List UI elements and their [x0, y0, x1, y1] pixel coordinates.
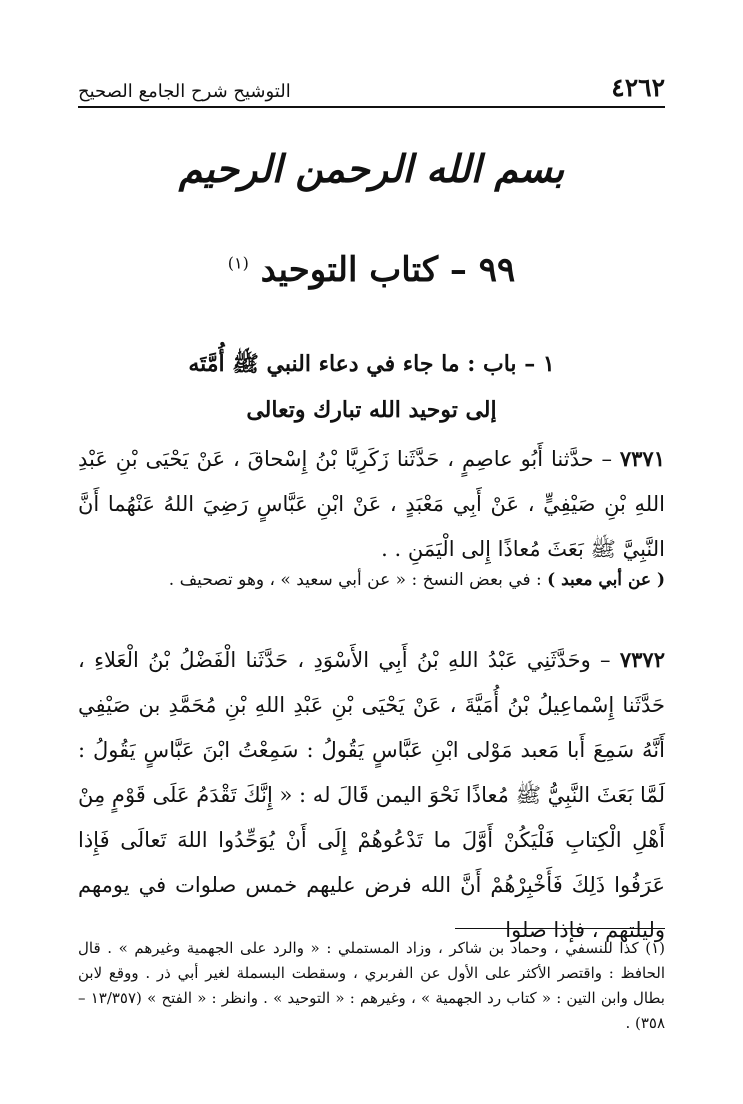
hadith-text: – وحَدَّثَنِي عَبْدُ اللهِ بْنُ أَبِي الأَسْوَدِ ، حَدَّثَنا الْفَضْلُ بْنُ الْعَلاءِ ، حَدَّثَنا إِسْماعِيلُ بْنُ أُمَيَّةَ ، عَنْ يَحْيَى بْنِ عَبْدِ اللهِ بْنِ مُحَمَّدِ بن صَيْفِي أَنَّهُ سَمِعَ أَبا مَعبد مَوْلى ابْنِ عَبَّاسٍ يَقُولُ : سَمِعْتُ ابْنَ عَبَّاسٍ يَقُولُ : لَمَّا بَعَثَ النَّبِيُّ ﷺ مُعاذًا نَحْوَ اليمن قَالَ له : « إِنَّكَ تَقْدَمُ عَلَى قَوْمٍ مِنْ أَهْلِ الْكِتابِ فَلْيَكُنْ أَوَّلَ ما تَدْعُوهُمْ إِلَى أَنْ يُوَحِّدُوا اللهَ تَعالَى فَإِذا عَرَفُوا ذَلِكَ فَأَخْبِرْهُمْ أَنَّ الله فرض عليهم خمس صلوات في يومهم وليلتهم ، فإذا صلوا [78, 648, 665, 942]
page-number: ٤٢٦٢ [611, 73, 665, 102]
basmala-calligraphy: بسم الله الرحمن الرحيم [178, 146, 565, 191]
commentary-term: ( عن أبي معبد ) [547, 570, 665, 590]
book-title-footnote-ref: (١) [227, 253, 249, 273]
hadith-text: – حدَّثنا أَبُو عاصِمٍ ، حَدَّثَنا زَكَرِيَّا بْنُ إِسْحاقَ ، عَنْ يَحْيَى بْنِ عَبْدِ اللهِ بْنِ صَيْفِيٍّ ، عَنْ أَبِي مَعْبَدٍ ، عَنْ ابْنِ عَبَّاسٍ رَضِيَ اللهُ عَنْهُما أَنَّ النَّبِيَّ ﷺ بَعَثَ مُعاذًا إِلى الْيَمَنِ . . [78, 447, 665, 561]
commentary-text: : في بعض النسخ : « عن أبي سعيد » ، وهو تصحيف . [168, 570, 542, 590]
running-title: التوشيح شرح الجامع الصحيح [78, 81, 291, 102]
footnote-separator [455, 928, 665, 929]
chapter-heading-line-2: إلى توحيد الله تبارك وتعالى [246, 397, 497, 423]
hadith-7371 [78, 436, 665, 572]
hadith-number: ٧٣٧١ [619, 446, 665, 471]
hadith-7372 [78, 637, 665, 953]
page-header [78, 66, 665, 108]
book-title-text: ٩٩ – كتاب التوحيد [260, 250, 516, 290]
commentary-7371 [78, 566, 665, 594]
chapter-heading-line-1: ١ – باب : ما جاء في دعاء النبي ﷺ أُمَّتَه [188, 351, 555, 377]
hadith-number: ٧٣٧٢ [619, 647, 665, 672]
footnote: (١) كذا للنسفي ، وحماد بن شاكر ، وزاد المستملي : « والرد على الجهمية وغيرهم » . قال الحافظ : واقتصر الأكثر على الأول عن الفربري ، وسقطت البسملة لغير أبي ذر . ووقع لابن بطال وابن التين : « كتاب رد الجهمية » ، وغيرهم : « التوحيد » . وانظر : « الفتح » (١٣/٣٥٧ – ٣٥٨) . [78, 939, 665, 1032]
book-title [0, 250, 743, 290]
